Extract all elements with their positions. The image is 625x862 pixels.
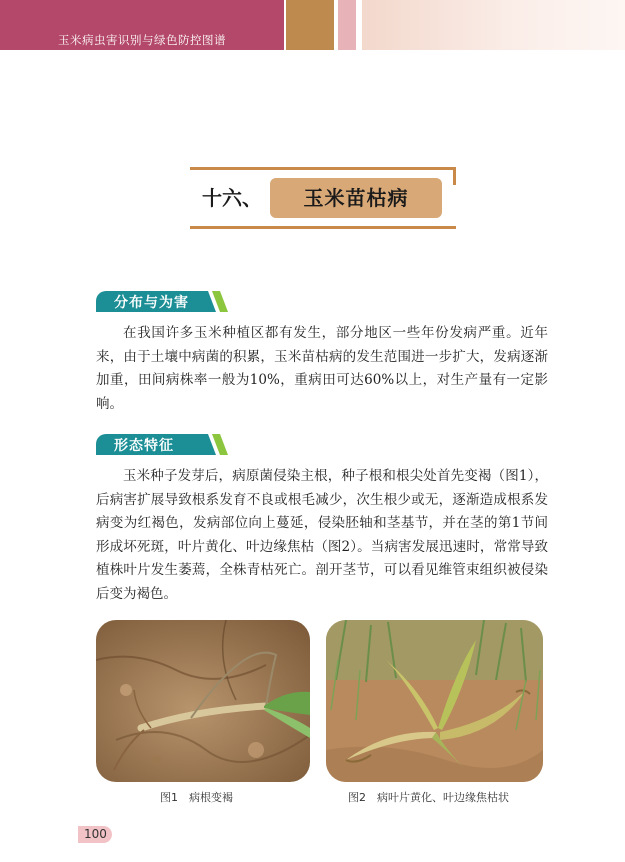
section-paragraph: 玉米种子发芽后，病原菌侵染主根，种子根和根尖处首先变褐（图1），后病害扩展导致根系发育不良或根毛减少，次生根少或无，逐渐造成根系发病变为红褐色，发病部位向上蔓延，侵染胚轴和茎基节，并在茎的第1节间形成坏死斑，叶片黄化、叶边缘焦枯（图2）。当病害发展迅速时，常常导致植株叶片发生萎蔫，全株青枯死亡。剖开茎节，可以看见维管束组织被侵染后变为褐色。 — [96, 468, 548, 602]
page-number: 100 — [84, 827, 107, 841]
section-heading-distribution — [96, 291, 230, 312]
section-heading-morphology — [96, 434, 230, 455]
chapter-title-corner — [453, 167, 456, 185]
figure-1-caption: 图1 病根变褐 — [160, 791, 233, 804]
section-paragraph: 在我国许多玉米种植区都有发生，部分地区一些年份发病严重。近年来，由于土壤中病菌的积累，玉米苗枯病的发生范围进一步扩大，发病逐渐加重，田间病株率一般为10%，重病田可达60%以上，对生产量有一定影响。 — [96, 325, 548, 412]
chapter-title-rule — [190, 226, 456, 229]
figure-2-photo — [326, 620, 543, 782]
figure-2-caption: 图2 病叶片黄化、叶边缘焦枯状 — [348, 791, 509, 804]
chapter-title: 玉米苗枯病 — [303, 186, 409, 210]
chapter-number: 十六、 — [202, 186, 262, 210]
header-accent-block — [338, 0, 356, 50]
section-heading-label: 分布与为害 — [114, 295, 189, 311]
chapter-title-rule — [190, 167, 456, 170]
book-title: 玉米病虫害识别与绿色防控图谱 — [58, 33, 226, 47]
header-accent-block — [286, 0, 334, 50]
figure-1-photo — [96, 620, 310, 782]
section-heading-label: 形态特征 — [114, 438, 174, 454]
header-gradient-block — [362, 0, 625, 50]
